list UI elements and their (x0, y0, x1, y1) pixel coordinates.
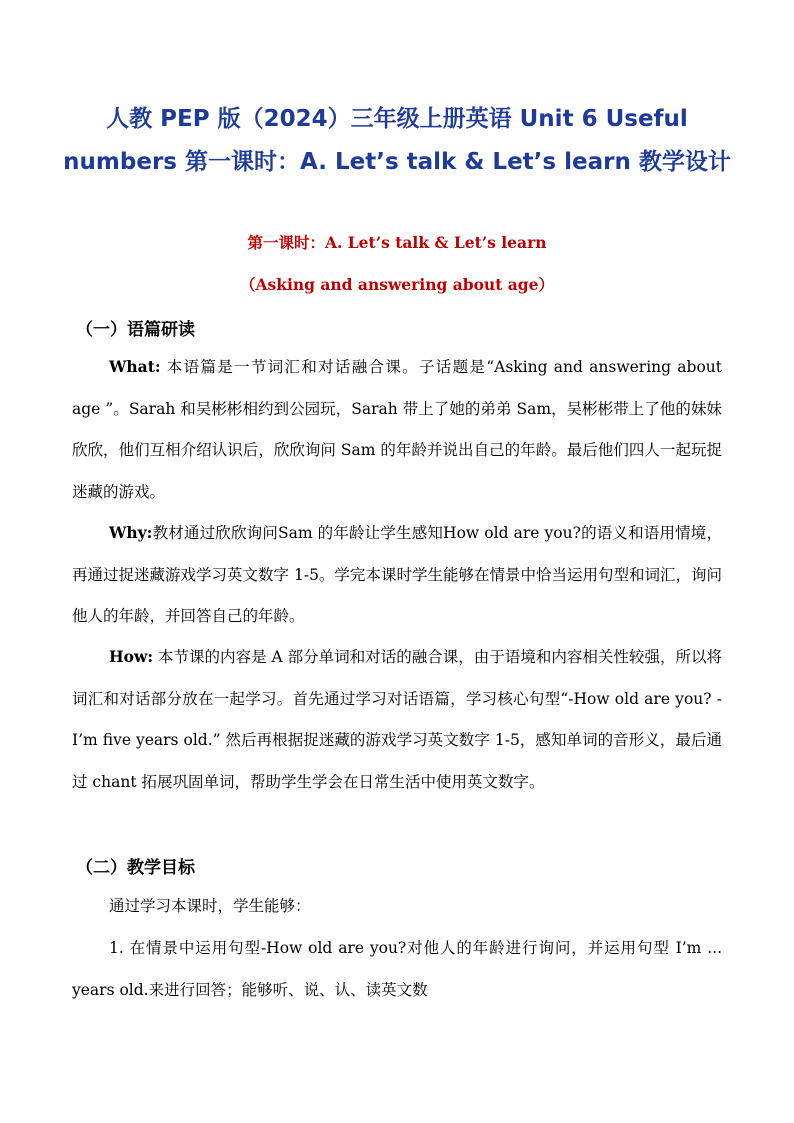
how-text: 本节课的内容是 A 部分单词和对话的融合课，由于语境和内容相关性较强，所以将词汇和对话部分放在一起学习。首先通过学习对话语篇，学习核心句型“-How old are you? -I’m five years old.” 然后再根据捉迷藏的游戏学习英文数字 1-5，感知单词的音形义，最后通过 chant 拓展巩固单词，帮助学生学会在日常生活中使用英文数字。 (72, 648, 722, 791)
why-label: Why: (109, 523, 153, 542)
section-heading-objectives: （二）教学目标 (76, 858, 195, 878)
topic-subtitle: （Asking and answering about age） (239, 275, 555, 294)
how-label: How: (109, 647, 154, 666)
document-title: 人教 PEP 版（2024）三年级上册英语 Unit 6 Useful numbers 第一课时：A. Let’s talk & Let’s learn 教学设计 (63, 106, 731, 175)
why-text: 教材通过欣欣询问Sam 的年龄让学生感知How old are you?的语义和语用情境，再通过捉迷藏游戏学习英文数字 1-5。学完本课时学生能够在情景中恰当运用句型和词汇，询问他人的年龄，并回答自己的年龄。 (72, 524, 722, 625)
objectives-intro: 通过学习本课时，学生能够： (109, 897, 311, 915)
what-label: What: (109, 357, 161, 376)
paragraph-what (72, 346, 722, 513)
paragraph-how (72, 636, 722, 803)
lesson-subtitle: 第一课时：A. Let’s talk & Let’s learn (247, 233, 547, 252)
what-text: 本语篇是一节词汇和对话融合课。子话题是“Asking and answering about age ”。Sarah 和吴彬彬相约到公园玩，Sarah 带上了她的弟弟 Sam，吴彬彬带上了他的妹妹欣欣，他们互相介绍认识后，欣欣询问 Sam 的年龄并说出自己的年龄。最后他们四人一起玩捉迷藏的游戏。 (72, 358, 722, 501)
paragraph-why (72, 512, 722, 638)
section-heading-text-analysis: （一）语篇研读 (76, 320, 195, 340)
objective-item-1: 1. 在情景中运用句型-How old are you?对他人的年龄进行询问，并运用句型 I’m ... years old.来进行回答；能够听、说、认、读英文数 (72, 939, 722, 999)
